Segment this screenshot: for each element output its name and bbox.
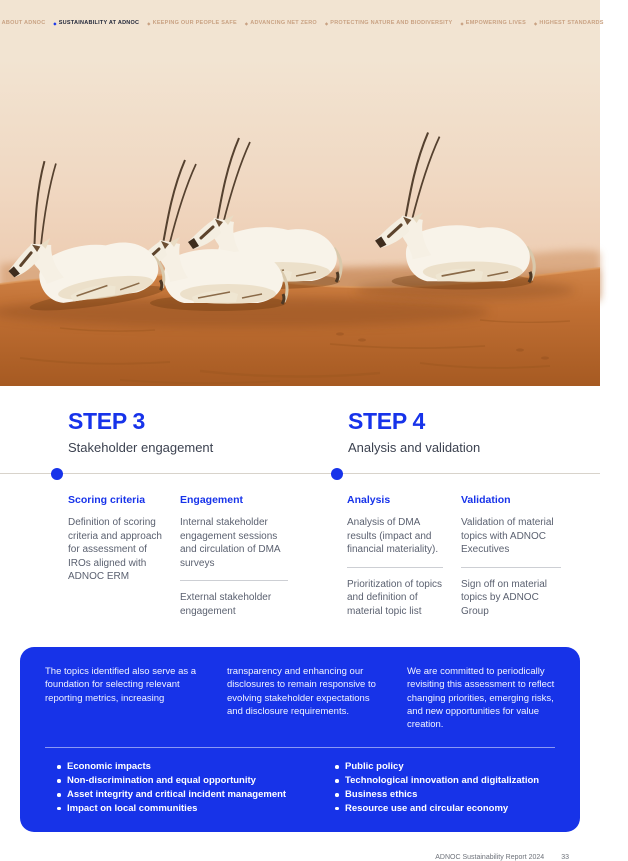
nav-item-label: KEEPING OUR PEOPLE SAFE — [152, 20, 237, 26]
summary-divider — [45, 747, 555, 748]
step-4-title: STEP 4 — [348, 408, 426, 434]
timeline-dot-step-3 — [51, 468, 63, 480]
summary-paragraphs — [45, 665, 555, 731]
step-4-header — [348, 408, 628, 455]
nav-item-highest-standards[interactable] — [534, 20, 604, 26]
step-4-subtitle: Analysis and validation — [348, 440, 481, 455]
diamond-icon: ◆ — [324, 20, 329, 26]
nav-item-about-adnoc[interactable] — [0, 20, 45, 26]
material-topic: Economic impacts — [67, 760, 323, 774]
diamond-icon: ◆ — [244, 20, 249, 26]
summary-paragraph: transparency and enhancing our disclosures to remain responsive to evolving stakeholder expectations and disclosure requirements. — [227, 666, 376, 717]
summary-bullet-lists — [45, 760, 555, 815]
diamond-icon: ◆ — [53, 20, 57, 26]
material-topic: Business ethics — [345, 788, 555, 802]
material-topics-list-right — [323, 760, 555, 815]
nav-item-label: ADVANCING NET ZERO — [250, 20, 317, 26]
column-validation — [461, 493, 565, 633]
material-topic: Impact on local communities — [67, 802, 323, 816]
nav-item-label: HIGHEST STANDARDS — [539, 20, 604, 26]
nav-item-advancing-net-zero[interactable] — [245, 20, 317, 26]
nav-item-empowering-lives[interactable] — [460, 20, 526, 26]
report-title: ADNOC Sustainability Report 2024 — [435, 853, 545, 861]
steps-header-row — [0, 408, 600, 455]
material-topic: Technological innovation and digitalization — [345, 774, 555, 788]
column-scoring-criteria — [68, 493, 168, 633]
summary-paragraph: We are committed to periodically revisiting this assessment to reflect changing priorities, emerging risks, and new opportunities for value creation. — [407, 666, 555, 731]
material-topic: Asset integrity and critical incident management — [67, 788, 323, 802]
material-topics-list-left — [45, 760, 323, 815]
step-3-header — [68, 408, 348, 455]
process-timeline — [0, 468, 600, 480]
nav-item-label: EMPOWERING LIVES — [465, 20, 527, 26]
top-navigation — [0, 0, 604, 58]
timeline-dot-step-4 — [331, 468, 343, 480]
nav-item-label: PROTECTING NATURE AND BIODIVERSITY — [330, 20, 453, 26]
column-item: Validation of material topics with ADNOC Executives — [461, 517, 554, 556]
column-heading: Engagement — [180, 494, 244, 506]
nav-item-sustainability-at-adnoc[interactable] — [53, 20, 139, 26]
column-item: Definition of scoring criteria and approach for assessment of IROs aligned with ADNOC ERM — [68, 517, 162, 583]
diamond-icon: ◆ — [147, 20, 151, 26]
column-item: Prioritization of topics and definition of material topic list — [347, 578, 443, 617]
column-heading: Validation — [461, 494, 511, 506]
column-item: Analysis of DMA results (impact and financial materiality). — [347, 517, 439, 556]
column-divider — [347, 567, 443, 568]
page-footer — [0, 854, 600, 861]
nav-item-label: ABOUT ADNOC — [1, 20, 46, 26]
nav-item-keeping-our-people-safe[interactable] — [147, 20, 237, 26]
oryx-desert-photo — [0, 58, 600, 386]
nav-item-label: SUSTAINABILITY AT ADNOC — [58, 20, 140, 26]
step-3-title: STEP 3 — [68, 408, 146, 434]
diamond-icon: ◆ — [534, 20, 538, 26]
column-heading: Scoring criteria — [68, 494, 146, 506]
page-number: 33 — [561, 853, 569, 861]
nav-item-protecting-nature[interactable] — [325, 20, 453, 26]
column-item: External stakeholder engagement — [180, 592, 272, 617]
material-topic: Resource use and circular economy — [345, 802, 555, 816]
column-divider — [180, 580, 288, 581]
column-divider — [461, 567, 561, 568]
column-item: Internal stakeholder engagement sessions and circulation of DMA surveys — [180, 517, 281, 569]
step-detail-columns — [0, 493, 600, 633]
diamond-icon: ◆ — [460, 20, 464, 26]
summary-box — [20, 647, 580, 832]
timeline-line — [0, 473, 600, 474]
material-topic: Public policy — [345, 760, 555, 774]
step-3-subtitle: Stakeholder engagement — [68, 440, 214, 455]
column-engagement — [180, 493, 292, 633]
column-item: Sign off on material topics by ADNOC Group — [461, 578, 547, 617]
summary-paragraph: The topics identified also serve as a foundation for selecting relevant reporting metrics, increasing — [45, 666, 197, 704]
column-heading: Analysis — [347, 494, 391, 506]
column-analysis — [347, 493, 447, 633]
material-topic: Non-discrimination and equal opportunity — [67, 774, 323, 788]
